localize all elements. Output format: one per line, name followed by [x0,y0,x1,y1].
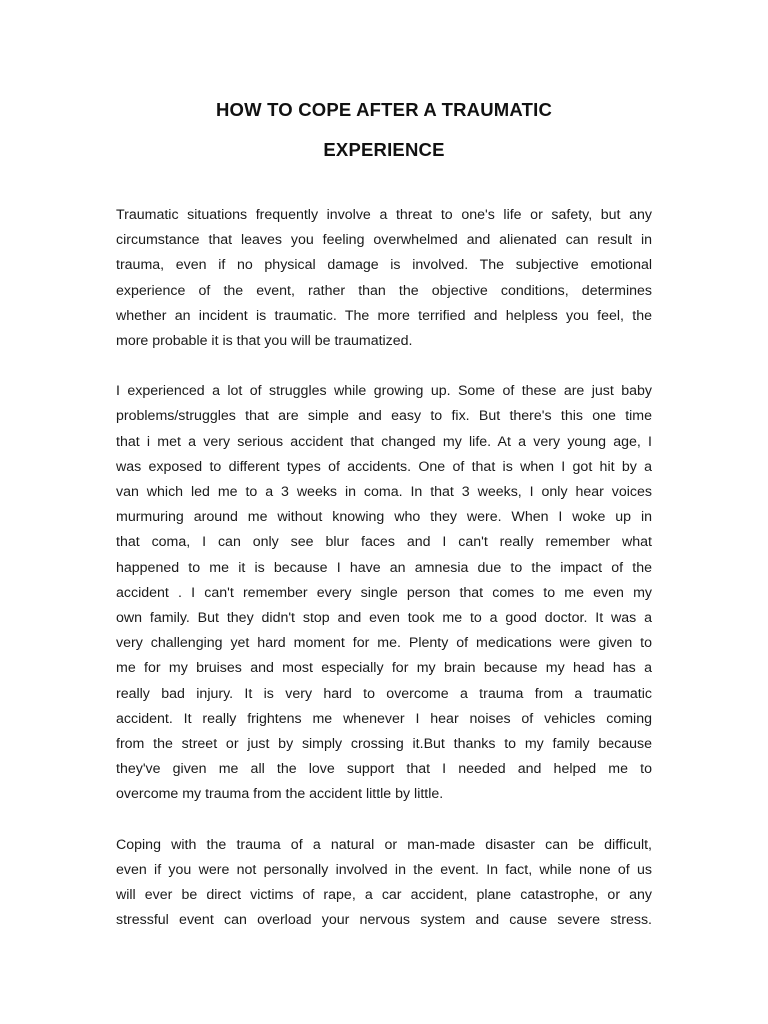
paragraph-3 [116,833,652,934]
paragraph-line: accident. It really frightens me whenever I hear noises of vehicles coming [116,710,652,727]
paragraph-line: they've given me all the love support that I needed and helped me to [116,761,652,778]
paragraph-line: own family. But they didn't stop and even took me to a good doctor. It was a [116,610,652,627]
paragraph-line: me for my bruises and most especially for my brain because my head has a [116,660,652,677]
paragraph-line: experience of the event, rather than the objective conditions, determines [116,282,652,299]
paragraph-line: more probable it is that you will be traumatized. [116,333,413,350]
paragraph-line: problems/struggles that are simple and easy to fix. But there's this one time [116,408,652,425]
paragraph-line: overcome my trauma from the accident little by little. [116,786,444,803]
paragraph-line: circumstance that leaves you feeling overwhelmed and alienated can result in [116,232,652,249]
paragraph-line: murmuring around me without knowing who they were. When I woke up in [116,509,652,526]
paragraph-line: stressful event can overload your nervous system and cause severe stress. [116,912,652,929]
paragraph-line: I experienced a lot of struggles while growing up. Some of these are just baby [116,383,652,400]
paragraph-line: trauma, even if no physical damage is involved. The subjective emotional [116,257,652,274]
paragraph-line: happened to me it is because I have an amnesia due to the impact of the [116,559,652,576]
paragraph-line: that coma, I can only see blur faces and I can't really remember what [116,534,652,551]
paragraph-2 [116,379,652,807]
paragraph-line: whether an incident is traumatic. The more terrified and helpless you feel, the [116,307,652,324]
paragraph-line: was exposed to different types of accidents. One of that is when I got hit by a [116,458,652,475]
document-page [116,90,652,933]
title-line-1: HOW TO COPE AFTER A TRAUMATIC [215,99,553,120]
paragraph-line: Coping with the trauma of a natural or man-made disaster can be difficult, [116,836,652,853]
paragraph-line: that i met a very serious accident that changed my life. At a very young age, I [116,433,652,450]
page-title [116,90,652,170]
paragraph-line: from the street or just by simply crossing it.But thanks to my family because [116,736,652,753]
paragraph-line: van which led me to a 3 weeks in coma. In that 3 weeks, I only hear voices [116,484,652,501]
paragraph-line: very challenging yet hard moment for me. Plenty of medications were given to [116,635,652,652]
paragraph-line: even if you were not personally involved in the event. In fact, while none of us [116,861,652,878]
paragraph-line: will ever be direct victims of rape, a car accident, plane catastrophe, or any [116,887,652,904]
title-line-2: EXPERIENCE [323,139,445,160]
paragraph-line: accident . I can't remember every single person that comes to me even my [116,584,652,601]
paragraph-line: Traumatic situations frequently involve a threat to one's life or safety, but any [116,207,652,223]
paragraph-line: really bad injury. It is very hard to overcome a trauma from a traumatic [116,685,652,702]
paragraph-1 [116,203,652,354]
